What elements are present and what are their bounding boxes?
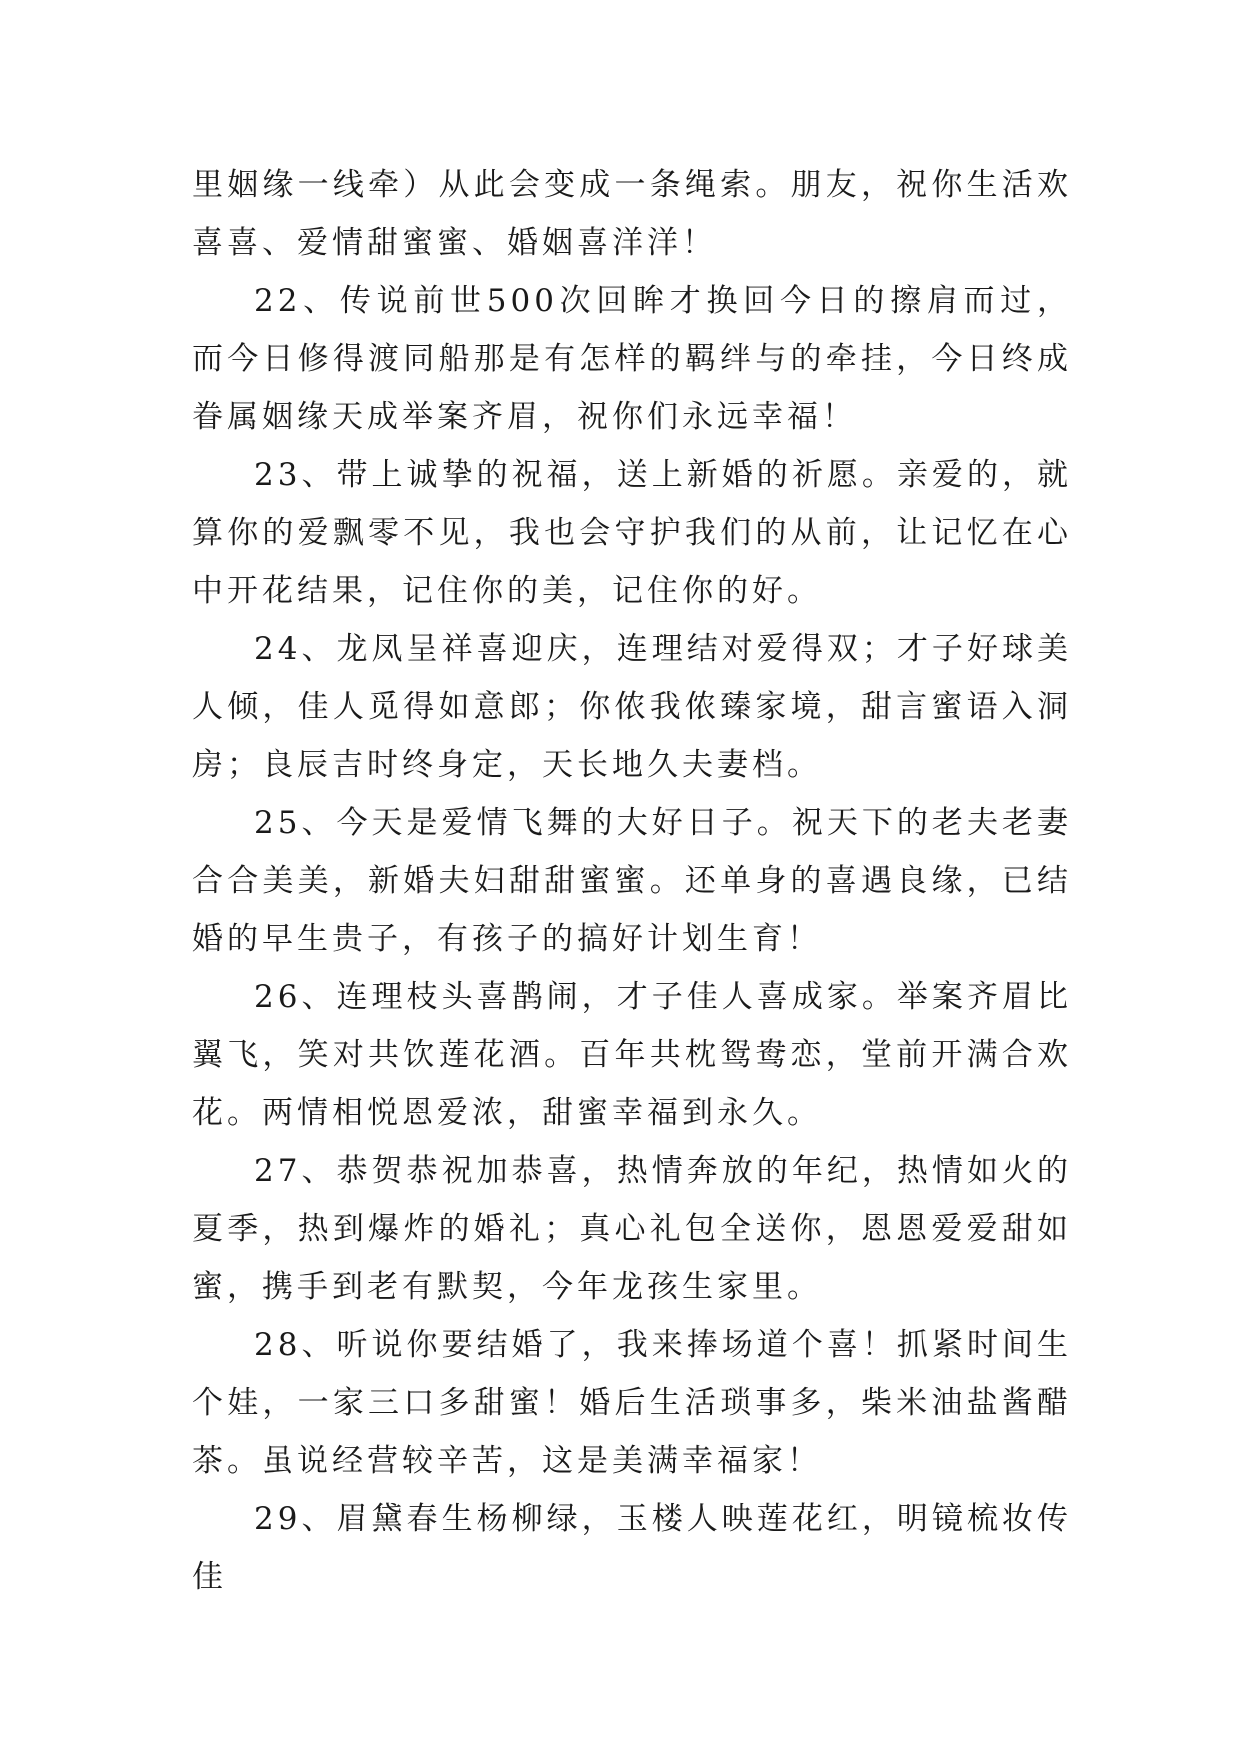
paragraph-23: 23、带上诚挚的祝福，送上新婚的祈愿。亲爱的，就算你的爱飘零不见，我也会守护我们的从前，让记忆在心中开花结果，记住你的美，记住你的好。 xyxy=(192,457,1072,609)
paragraph-24: 24、龙凤呈祥喜迎庆，连理结对爱得双；才子好球美人倾，佳人觅得如意郎；你侬我侬臻家境，甜言蜜语入洞房；良辰吉时终身定，天长地久夫妻档。 xyxy=(192,631,1072,783)
document-body xyxy=(192,156,1072,1606)
paragraph-22: 22、传说前世500次回眸才换回今日的擦肩而过，而今日修得渡同船那是有怎样的羁绊与的牵挂，今日终成眷属姻缘天成举案齐眉，祝你们永远幸福！ xyxy=(192,283,1072,435)
paragraph-29: 29、眉黛春生杨柳绿，玉楼人映莲花红，明镜梳妆传佳 xyxy=(192,1501,1072,1595)
paragraph-27: 27、恭贺恭祝加恭喜，热情奔放的年纪，热情如火的夏季，热到爆炸的婚礼；真心礼包全送你，恩恩爱爱甜如蜜，携手到老有默契，今年龙孩生家里。 xyxy=(192,1153,1072,1305)
paragraph-25: 25、今天是爱情飞舞的大好日子。祝天下的老夫老妻合合美美，新婚夫妇甜甜蜜蜜。还单身的喜遇良缘，已结婚的早生贵子，有孩子的搞好计划生育！ xyxy=(192,805,1072,957)
paragraph-28: 28、听说你要结婚了，我来捧场道个喜！抓紧时间生个娃，一家三口多甜蜜！婚后生活琐事多，柴米油盐酱醋茶。虽说经营较辛苦，这是美满幸福家！ xyxy=(192,1327,1072,1479)
paragraph-26: 26、连理枝头喜鹊闹，才子佳人喜成家。举案齐眉比翼飞，笑对共饮莲花酒。百年共枕鸳鸯恋，堂前开满合欢花。两情相悦恩爱浓，甜蜜幸福到永久。 xyxy=(192,979,1072,1131)
paragraph-continuation: 里姻缘一线牵）从此会变成一条绳索。朋友，祝你生活欢喜喜、爱情甜蜜蜜、婚姻喜洋洋！ xyxy=(192,167,1072,261)
